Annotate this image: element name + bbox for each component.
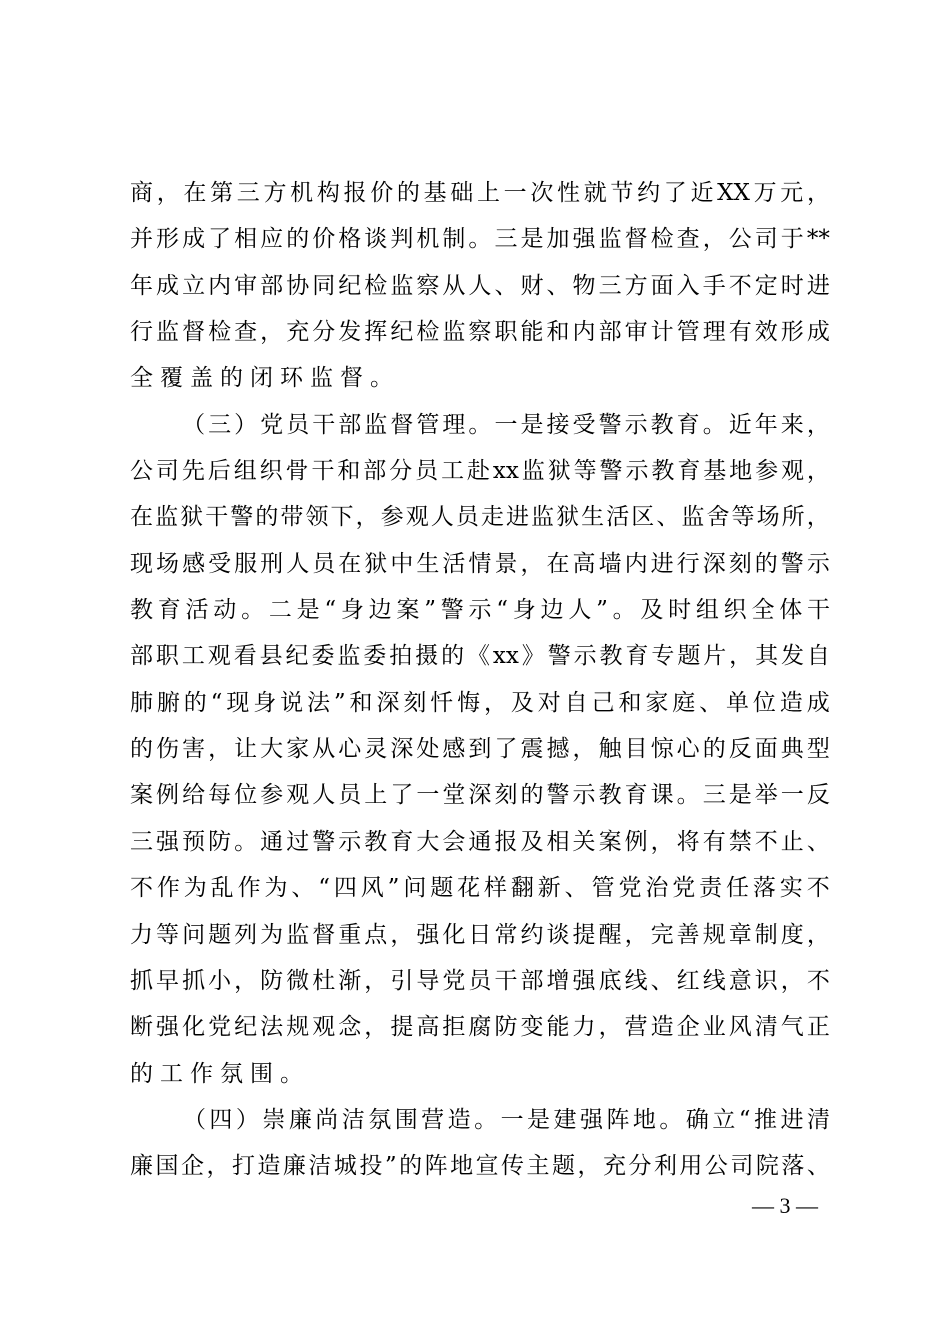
text-line: 行 监 督 检 查 ， 充 分 发 挥 纪 检 监 察 职 能 和 内 部 审 计 管 理 有 效 形 成 bbox=[130, 319, 830, 346]
text-line: 案 例 给 每 位 参 观 人 员 上 了 一 堂 深 刻 的 警 示 教 育 课 。 三 是 举 一 反 bbox=[130, 782, 830, 809]
text-line: （ 四 ） 崇 廉 尚 洁 氛 围 营 造 。 一 是 建 强 阵 地 。 确 立 “ 推 进 清 bbox=[182, 1106, 830, 1133]
text-line: 廉 国 企 ， 打 造 廉 洁 城 投 ” 的 阵 地 宣 传 主 题 ， 充 分 利 用 公 司 院 落 、 bbox=[130, 1153, 830, 1180]
text-line: 的 工 作 氛 围 。 bbox=[130, 1060, 303, 1087]
text-line: 断 强 化 党 纪 法 规 观 念 ， 提 高 拒 腐 防 变 能 力 ， 营 造 企 业 风 清 气 正 bbox=[130, 1014, 830, 1041]
text-line: 的 伤 害 ， 让 大 家 从 心 灵 深 处 感 到 了 震 撼 ， 触 目 惊 心 的 反 面 典 型 bbox=[130, 736, 830, 763]
text-line: 部 职 工 观 看 县 纪 委 监 委 拍 摄 的 《 xx 》 警 示 教 育 专 题 片 ， 其 发 自 bbox=[130, 643, 830, 670]
body-text bbox=[130, 170, 830, 1190]
text-line: 现 场 感 受 服 刑 人 员 在 狱 中 生 活 情 景 ， 在 高 墙 内 进 行 深 刻 的 警 示 bbox=[130, 550, 830, 577]
text-line: 肺 腑 的 “ 现 身 说 法 ” 和 深 刻 忏 悔 ， 及 对 自 己 和 家 庭 、 单 位 造 成 bbox=[130, 689, 830, 716]
text-line: 力 等 问 题 列 为 监 督 重 点 ， 强 化 日 常 约 谈 提 醒 ， 完 善 规 章 制 度 ， bbox=[130, 921, 830, 948]
page-number: — 3 — bbox=[752, 1193, 818, 1218]
text-line: 抓 早 抓 小 ， 防 微 杜 渐 ， 引 导 党 员 干 部 增 强 底 线 、 红 线 意 识 ， 不 bbox=[130, 967, 830, 994]
text-line: 并 形 成 了 相 应 的 价 格 谈 判 机 制 。 三 是 加 强 监 督 检 查 ， 公 司 于 ** bbox=[130, 226, 830, 253]
text-line: 三 强 预 防 。 通 过 警 示 教 育 大 会 通 报 及 相 关 案 例 ， 将 有 禁 不 止 、 bbox=[130, 828, 830, 855]
text-line: 在 监 狱 干 警 的 带 领 下 ， 参 观 人 员 走 进 监 狱 生 活 区 、 监 舍 等 场 所 ， bbox=[130, 504, 830, 531]
text-line: 教 育 活 动 。 二 是 “ 身 边 案 ” 警 示 “ 身 边 人 ” 。 及 时 组 织 全 体 干 bbox=[130, 597, 830, 624]
text-line: 公 司 先 后 组 织 骨 干 和 部 分 员 工 赴 xx 监 狱 等 警 示 教 育 基 地 参 观 ， bbox=[130, 458, 830, 485]
text-line: 商 ， 在 第 三 方 机 构 报 价 的 基 础 上 一 次 性 就 节 约 了 近 XX 万 元 ， bbox=[130, 180, 830, 206]
text-line: 全 覆 盖 的 闭 环 监 督 。 bbox=[130, 365, 393, 392]
text-line: （ 三 ） 党 员 干 部 监 督 管 理 。 一 是 接 受 警 示 教 育 。 近 年 来 ， bbox=[182, 411, 830, 438]
text-line: 年 成 立 内 审 部 协 同 纪 检 监 察 从 人 、 财 、 物 三 方 面 入 手 不 定 时 进 bbox=[130, 272, 830, 299]
text-line: 不 作 为 乱 作 为 、 “ 四 风 ” 问 题 花 样 翻 新 、 管 党 治 党 责 任 落 实 不 bbox=[130, 875, 830, 902]
